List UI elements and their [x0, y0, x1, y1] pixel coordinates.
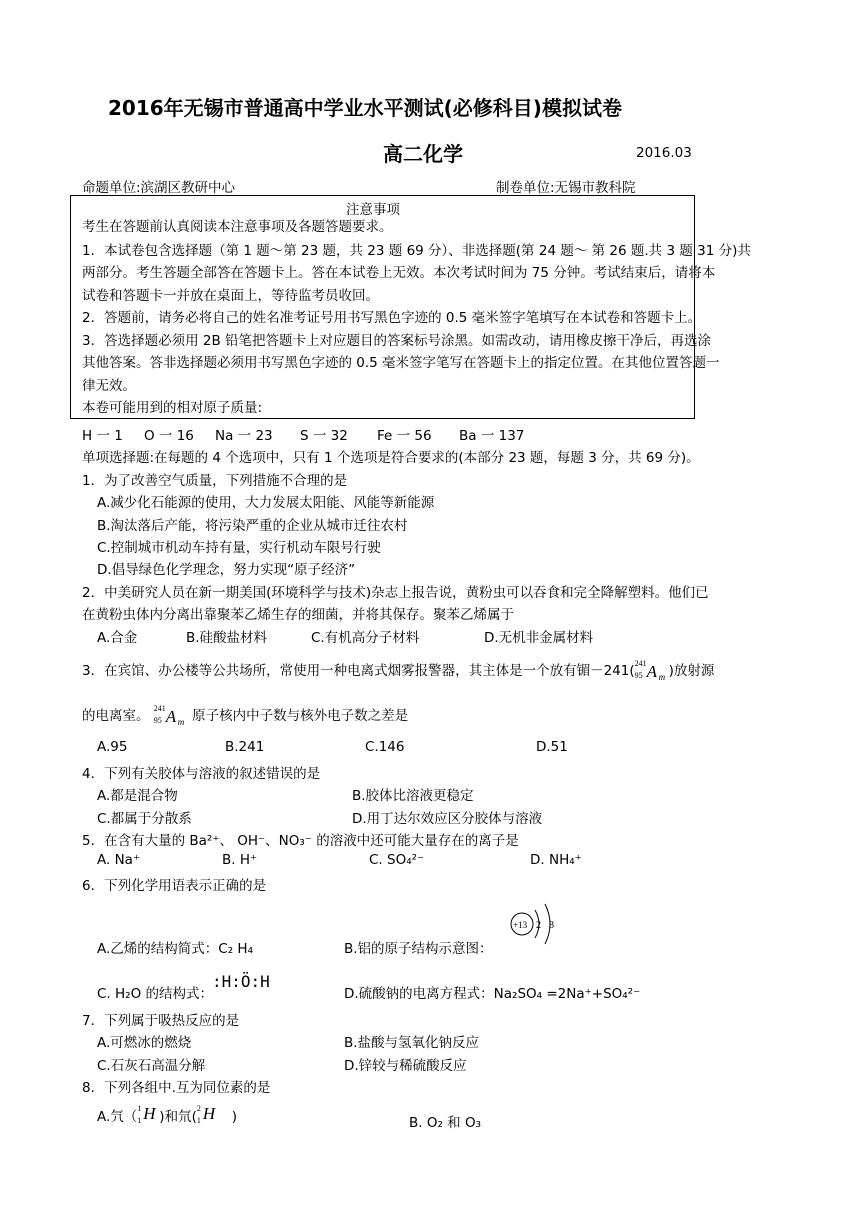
q3-stem-end: )放射源 [668, 663, 715, 679]
q5-option-b: B. H⁺ [222, 852, 258, 868]
subject-title: 高二化学 [383, 142, 463, 166]
q4-option-d: D.用丁达尔效应区分胶体与溶液 [352, 811, 543, 827]
exam-title: 2016年无锡市普通高中学业水平测试(必修科目)模拟试卷 [108, 96, 622, 120]
q5-option-d: D. NH₄⁺ [530, 852, 582, 868]
q2-stem-line-2: 在黄粉虫体内分离出靠聚苯乙烯生存的细菌，并将其保存。聚苯乙烯属于 [82, 607, 514, 623]
water-lewis-structure: :H:Ö:H [212, 972, 270, 991]
notice-item-2: 2．答题前，请务必将自己的姓名准考证号用书写黑色字迹的 0.5 毫米签字笔填写在本试卷和答题卡上。 [82, 310, 702, 326]
q3-stem-line-2: 的电离室。 241 95 A m 原子核内中子数与核外电子数之差是 [82, 704, 409, 727]
print-unit: 制卷单位:无锡市教科院 [496, 180, 636, 196]
q6-option-a: A.乙烯的结构简式：C₂ H₄ [97, 941, 253, 957]
q2-option-b: B.硅酸盐材料 [186, 630, 268, 646]
q7-option-a: A.可燃冰的燃烧 [97, 1035, 192, 1051]
q6-option-c: C. H₂O 的结构式： [97, 986, 213, 1002]
q1-option-c: C.控制城市机动车持有量，实行机动车限号行驶 [97, 540, 381, 556]
q4-stem: 4．下列有关胶体与溶液的叙述错误的是 [82, 766, 321, 782]
atomic-mass-o: O 一 16 [144, 428, 194, 444]
q6-option-d: D.硫酸钠的电离方程式：Na₂SO₄ =2Na⁺+SO₄²⁻ [344, 986, 641, 1002]
q3-option-c: C.146 [365, 739, 405, 755]
aluminum-atom-diagram [505, 898, 565, 948]
notice-item-1-line-1: 1．本试卷包含选择题（第 1 题～第 23 题，共 23 题 69 分）、非选择题(第 24 题～ 第 26 题.共 3 题 31 分)共 [82, 243, 751, 259]
atomic-mass-fe: Fe 一 56 [377, 428, 432, 444]
q2-option-c: C.有机高分子材料 [311, 630, 420, 646]
q3-option-b: B.241 [225, 739, 265, 755]
q3-option-a: A.95 [97, 739, 128, 755]
q7-option-b: B.盐酸与氢氧化钠反应 [344, 1035, 480, 1051]
q1-option-a: A.减少化石能源的使用，大力发展太阳能、风能等新能源 [97, 495, 435, 511]
atomic-mass-h: H 一 1 [82, 428, 123, 444]
section-intro: 单项选择题:在每题的 4 个选项中，只有 1 个选项是符合要求的(本部分 23 题，每题 3 分，共 69 分)。 [82, 450, 700, 466]
q3-stem-line-1 [82, 659, 714, 682]
q4-option-b: B.胶体比溶液更稳定 [352, 788, 474, 804]
q3-stem-text: 3．在宾馆、办公楼等公共场所，常使用一种电离式烟雾报警器，其主体是一个放有镅－241( [82, 663, 635, 679]
q3-option-d: D.51 [536, 739, 568, 755]
q1-option-d: D.倡导绿色化学理念，努力实现“原子经济” [97, 562, 356, 578]
q5-stem: 5．在含有大量的 Ba²⁺、 OH⁻、NO₃⁻ 的溶液中还可能大量存在的离子是 [82, 833, 519, 849]
protium-symbol: 1 1 H [137, 1104, 156, 1125]
q7-stem: 7．下列属于吸热反应的是 [82, 1013, 240, 1029]
q8-option-b: B. O₂ 和 O₃ [409, 1115, 482, 1131]
al-nucleus-label: +13 [513, 920, 528, 930]
notice-item-1-line-3: 试卷和答题卡一并放在桌面上，等待监考员收回。 [82, 288, 379, 304]
q4-option-a: A.都是混合物 [97, 788, 178, 804]
notice-item-3-line-2: 其他答案。答非选择题必须用书写黑色字迹的 0.5 毫米签字笔写在答题卡上的指定位置。在其他位置答题一 [82, 355, 720, 371]
q1-stem: 1．为了改善空气质量，下列措施不合理的是 [82, 473, 348, 489]
notice-item-3-line-3: 律无效。 [82, 378, 136, 394]
atomic-mass-label: 本卷可能用到的相对原子质量: [82, 400, 263, 416]
q2-option-a: A.合金 [97, 630, 138, 646]
americium-isotope-symbol-2: 241 95 A m [153, 704, 185, 727]
q8-option-a: A.氕（ 1 1 H )和氘( 2 1 H ) [97, 1104, 237, 1130]
exam-date: 2016.03 [636, 145, 692, 161]
notice-item-1-line-2: 两部分。考生答题全部答在答题卡上。答在本试卷上无效。本次考试时间为 75 分钟。考试结束后，请将本 [82, 265, 716, 281]
q7-option-c: C.石灰石高温分解 [97, 1058, 206, 1074]
q4-option-c: C.都属于分散系 [97, 811, 192, 827]
q7-option-d: D.锌较与稀硫酸反应 [344, 1058, 467, 1074]
q6-stem: 6．下列化学用语表示正确的是 [82, 878, 267, 894]
notice-intro: 考生在答题前认真阅读本注意事项及各题答题要求。 [82, 219, 393, 235]
q5-option-c: C. SO₄²⁻ [369, 852, 425, 868]
q5-option-a: A. Na⁺ [97, 852, 141, 868]
americium-isotope-symbol: 241 95 A m [634, 659, 666, 682]
q8-stem: 8．下列各组中.互为同位素的是 [82, 1080, 271, 1096]
deuterium-symbol: 2 1 H [196, 1104, 216, 1125]
al-shell-1: 2 [536, 920, 541, 931]
atomic-mass-s: S 一 32 [300, 428, 348, 444]
al-shell-2: 8 [549, 920, 554, 931]
notice-item-3-line-1: 3．答选择题必须用 2B 铅笔把答题卡上对应题目的答案标号涂黑。如需改动，请用橡皮擦干净后，再选涂 [82, 333, 712, 349]
notice-heading: 注意事项 [346, 202, 400, 218]
atomic-mass-na: Na 一 23 [215, 428, 273, 444]
q2-stem-line-1: 2．中美研究人员在新一期美国(环境科学与技术)杂志上报告说，黄粉虫可以吞食和完全降解塑料。他们已 [82, 585, 709, 601]
atomic-mass-ba: Ba 一 137 [459, 428, 525, 444]
q2-option-d: D.无机非金属材料 [484, 630, 594, 646]
author-unit: 命题单位:滨湖区教研中心 [82, 180, 236, 196]
q6-option-b: B.铝的原子结构示意图： [344, 941, 493, 957]
q1-option-b: B.淘汰落后产能，将污染严重的企业从城市迁往农村 [97, 518, 408, 534]
